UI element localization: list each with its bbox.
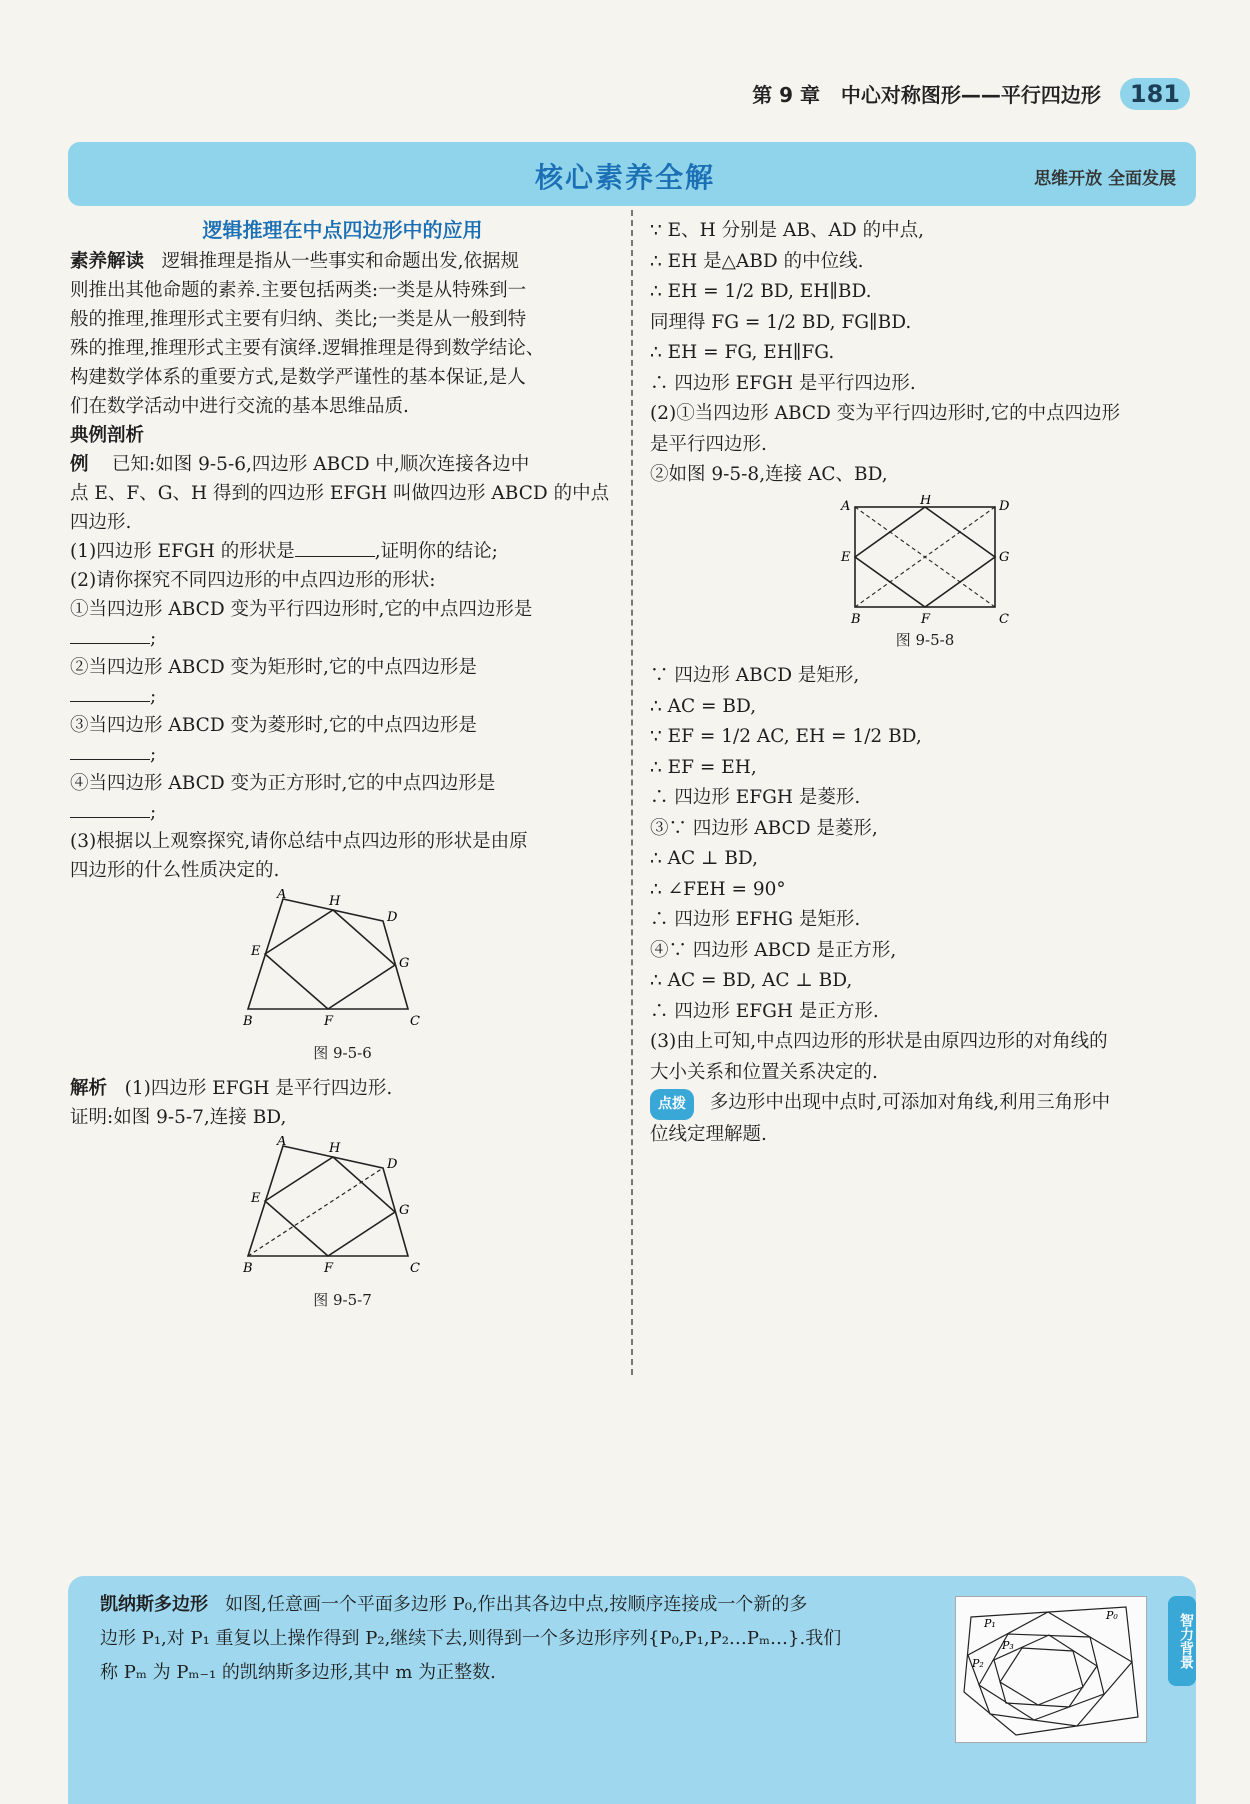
solution-line: ∵ E、H 分别是 AB、AD 的中点, — [650, 220, 924, 241]
semicolon: ; — [150, 628, 157, 649]
footer-line: 边形 P₁,对 P₁ 重复以上操作得到 P₂,继续下去,则得到一个多边形序列{P₀,P₁,P₂…Pₘ…}.我们 — [100, 1628, 842, 1649]
question-2: (2)请你探究不同四边形的中点四边形的形状: — [70, 570, 436, 591]
svg-text:H: H — [920, 494, 932, 508]
semicolon: ; — [150, 744, 157, 765]
side-tab: 智力背景 — [1168, 1596, 1196, 1686]
interpretation-line: 殊的推理,推理形式主要有演绎.逻辑推理是得到数学结论、 — [70, 338, 545, 359]
sub-question-3: ③当四边形 ABCD 变为菱形时,它的中点四边形是 — [70, 715, 477, 736]
section-title: 逻辑推理在中点四边形中的应用 — [202, 218, 483, 242]
answer-blank — [70, 701, 150, 702]
figure-caption: 图 9-5-6 — [313, 1044, 372, 1062]
analysis — [70, 1074, 615, 1103]
svg-text:H: H — [328, 894, 340, 909]
example-line — [70, 450, 615, 479]
semicolon: ; — [150, 802, 157, 823]
svg-text:F: F — [323, 1261, 333, 1276]
footer-line: 称 Pₘ 为 Pₘ₋₁ 的凯纳斯多边形,其中 m 为正整数. — [100, 1662, 496, 1683]
svg-text:H: H — [328, 1141, 340, 1156]
solution-line: ∴ EH 是△ABD 的中位线. — [650, 250, 864, 272]
tip-line — [650, 1088, 1200, 1120]
interpretation-line: 般的推理,推理形式主要有归纳、类比;一类是从一般到特 — [70, 309, 527, 330]
page-header — [752, 78, 1190, 110]
svg-text:B: B — [242, 1261, 253, 1276]
tip-text: 位线定理解题. — [650, 1123, 767, 1145]
answer-line — [70, 798, 615, 827]
analysis-label: 解析 — [70, 1078, 108, 1099]
solution-line: ②如图 9-5-8,连接 AC、BD, — [650, 464, 888, 485]
sub-question-2: ②当四边形 ABCD 变为矩形时,它的中点四边形是 — [70, 657, 477, 678]
solution-line: (3)由上可知,中点四边形的形状是由原四边形的对角线的 — [650, 1031, 1108, 1052]
banner-title: 核心素养全解 — [534, 161, 715, 194]
interpretation-line: 则推出其他命题的素养.主要包括两类:一类是从特殊到一 — [70, 280, 527, 301]
figure-9-5-8 — [835, 495, 1015, 625]
svg-text:B: B — [851, 611, 861, 625]
chapter-title: 中心对称图形——平行四边形 — [840, 83, 1101, 107]
solution-line: ③∵ 四边形 ABCD 是菱形, — [650, 817, 878, 839]
svg-text:F: F — [921, 611, 931, 625]
footer-title: 凯纳斯多边形 — [100, 1594, 208, 1615]
solution-line: ∴ 四边形 EFGH 是菱形. — [650, 787, 861, 808]
interpretation-line: 们在数学活动中进行交流的基本思维品质. — [70, 396, 409, 417]
svg-text:A: A — [276, 1136, 286, 1149]
analysis-text: (1)四边形 EFGH 是平行四边形. — [124, 1078, 393, 1099]
question-3: (3)根据以上观察探究,请你总结中点四边形的形状是由原 — [70, 831, 528, 852]
solution-line: ∴ 四边形 EFGH 是平行四边形. — [650, 372, 916, 394]
question-1 — [70, 537, 615, 566]
svg-text:C: C — [999, 611, 1009, 625]
question-1-text-end: ,证明你的结论; — [374, 541, 498, 562]
interpretation-line: 逻辑推理是指从一些事实和命题出发,依据规 — [161, 251, 520, 272]
svg-text:F: F — [323, 1014, 333, 1029]
polygon-label: P₁ — [984, 1617, 996, 1630]
interpretation-line: 构建数学体系的重要方式,是数学严谨性的基本保证,是人 — [70, 367, 526, 388]
solution-line: ∴ EH = FG, EH∥FG. — [650, 342, 835, 363]
answer-blank — [70, 643, 150, 644]
svg-text:D: D — [386, 910, 397, 925]
example-heading: 典例剖析 — [70, 425, 145, 446]
answer-blank — [70, 817, 150, 818]
kenneth-polygon-figure — [955, 1596, 1147, 1743]
answer-blank — [70, 759, 150, 760]
figure-caption: 图 9-5-7 — [313, 1291, 372, 1309]
sub-question-1: ①当四边形 ABCD 变为平行四边形时,它的中点四边形是 — [70, 599, 533, 620]
column-divider — [631, 210, 633, 1375]
solution-line: ∴ AC ⊥ BD, — [650, 848, 758, 869]
solution-line: ∴ AC = BD, — [650, 695, 757, 717]
footer-line-text: 如图,任意画一个平面多边形 P₀,作出其各边中点,按顺序连接成一个新的多 — [225, 1594, 808, 1615]
example-label: 例 — [70, 454, 89, 475]
semicolon: ; — [150, 686, 157, 707]
svg-text:C: C — [409, 1014, 420, 1029]
polygon-sequence-diagram — [956, 1597, 1146, 1742]
left-column — [70, 216, 615, 1321]
solution-line: ④∵ 四边形 ABCD 是正方形, — [650, 939, 897, 961]
footer-line — [100, 1588, 950, 1622]
svg-text:G: G — [398, 956, 409, 971]
svg-text:E: E — [841, 549, 851, 565]
solution-line: (2)①当四边形 ABCD 变为平行四边形时,它的中点四边形 — [650, 403, 1121, 424]
solution-line: ∵ 四边形 ABCD 是矩形, — [650, 665, 860, 686]
solution-line: ∴ AC = BD, AC ⊥ BD, — [650, 970, 853, 991]
answer-blank — [295, 556, 375, 557]
right-column — [650, 216, 1200, 1150]
solution-line: ∴ 四边形 EFGH 是正方形. — [650, 1000, 879, 1022]
tip-badge: 点拨 — [650, 1089, 694, 1120]
polygon-label: P₂ — [972, 1657, 984, 1670]
solution-line: ∴ EH = 1/2 BD, EH∥BD. — [650, 281, 872, 302]
interpretation-block — [70, 247, 615, 276]
svg-text:E: E — [250, 944, 260, 959]
sub-question-4: ④当四边形 ABCD 变为正方形时,它的中点四边形是 — [70, 773, 496, 794]
svg-text:G: G — [999, 549, 1010, 565]
svg-text:A: A — [276, 889, 286, 902]
solution-line: 是平行四边形. — [650, 433, 767, 455]
question-3: 四边形的什么性质决定的. — [70, 860, 280, 881]
footer-text — [100, 1588, 950, 1690]
banner-subtitle: 思维开放 全面发展 — [1034, 169, 1176, 189]
proof-line: 证明:如图 9-5-7,连接 BD, — [70, 1107, 287, 1128]
tip-text: 多边形中出现中点时,可添加对角线,利用三角形中 — [709, 1092, 1111, 1113]
interpretation-label: 素养解读 — [70, 251, 145, 272]
svg-text:B: B — [242, 1014, 253, 1029]
svg-text:E: E — [250, 1191, 260, 1206]
answer-line — [70, 740, 615, 769]
solution-line: 大小关系和位置关系决定的. — [650, 1061, 878, 1083]
figure-9-5-7 — [243, 1136, 443, 1286]
question-1-text: (1)四边形 EFGH 的形状是 — [70, 541, 295, 562]
example-line: 四边形. — [70, 512, 132, 533]
example-text: 已知:如图 9-5-6,四边形 ABCD 中,顺次连接各边中 — [112, 454, 530, 475]
figure-9-5-6 — [243, 889, 443, 1039]
answer-line — [70, 682, 615, 711]
svg-text:A: A — [841, 498, 851, 514]
svg-text:D: D — [386, 1157, 397, 1172]
solution-line: ∴ EF = EH, — [650, 756, 757, 778]
svg-text:D: D — [999, 498, 1010, 514]
solution-line: ∵ EF = 1/2 AC, EH = 1/2 BD, — [650, 726, 922, 747]
polygon-label: P₃ — [1002, 1639, 1014, 1652]
chapter-number: 第 9 章 — [752, 83, 821, 107]
svg-text:C: C — [409, 1261, 420, 1276]
solution-line: 同理得 FG = 1/2 BD, FG∥BD. — [650, 311, 912, 333]
solution-line: ∴ ∠FEH = 90° — [650, 878, 786, 900]
polygon-label: P₀ — [1106, 1609, 1118, 1622]
example-line: 点 E、F、G、H 得到的四边形 EFGH 叫做四边形 ABCD 的中点 — [70, 483, 610, 504]
answer-line — [70, 624, 615, 653]
solution-line: ∴ 四边形 EFHG 是矩形. — [650, 909, 861, 930]
page-number: 181 — [1120, 78, 1190, 110]
svg-text:G: G — [398, 1203, 409, 1218]
figure-caption: 图 9-5-8 — [895, 630, 955, 649]
